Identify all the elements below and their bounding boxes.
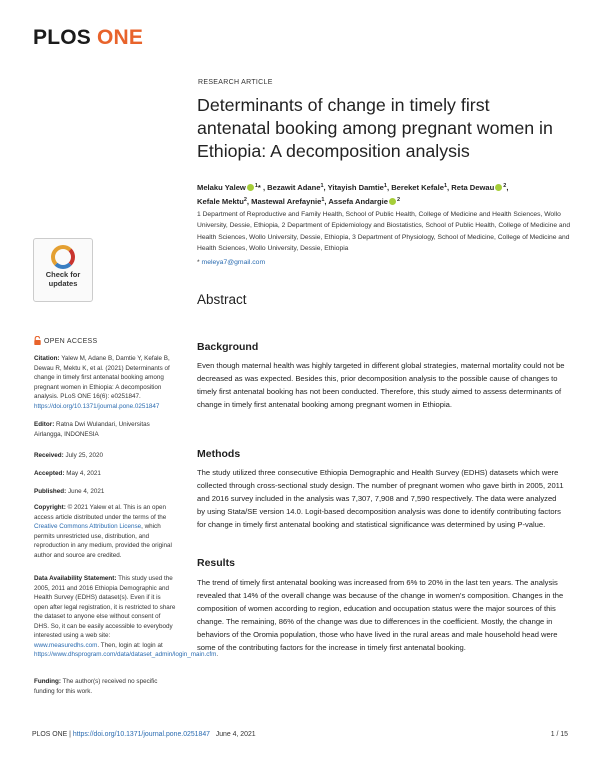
received-date: Received: July 25, 2020 xyxy=(34,452,103,459)
journal-logo: PLOS ONE xyxy=(33,26,144,49)
footer-doi-link[interactable]: https://doi.org/10.1371/journal.pone.0251847 xyxy=(72,731,211,738)
methods-heading: Methods xyxy=(197,448,241,460)
copyright: Copyright: © 2021 Yalew et al. This is an open access article distributed under the terms of the Creative Commons Attribution License, which permits unrestricted use, distribution, and reproduction in any medium, provided the original author and source are credited. xyxy=(34,504,172,559)
article-title: Determinants of change in timely first antenatal booking among pregnant women in Ethiopia: A decomposition analysis xyxy=(197,95,553,161)
dhs-login-link[interactable]: https://www.dhsprogram.com/data/dataset_admin/login_main.cfm xyxy=(34,651,217,658)
data-availability: Data Availability Statement: This study used the 2005, 2011 and 2016 Ethiopia Demographic and Health Survey (EDHS) dataset(s). Even if it is open after legal registration, it is restricted to share the dataset to anyone else without consent of DHS. So, it can be easily accessible to everybody interested using a web site: www.measuredhs.com. Then, login at: login at https://www.dhsprogram.com/data/dataset_admin/login_main.cfm. xyxy=(34,575,219,658)
citation: Citation: Yalew M, Adane B, Damtie Y, Kefale B, Dewau R, Mektu K, et al. (2021) Determinants of change in timely first antenatal booking among pregnant women in Ethiopia: A decomposition analysis. PLoS ONE 16(6): e0251847. https://doi.org/10.1371/journal.pone.0251847 xyxy=(34,355,170,410)
author-list: Melaku Yalew $^1$* , Bezawit Adane$^1$, Yitayish Damtie$^1$, Bereket Kefale$^1$, Reta Dewau $^2$, Kefale Mektu$^2$, Mastewal Arefaynie$^1$, Assefa Andargie $^2$ xyxy=(197,183,509,206)
accepted-date: Accepted: May 4, 2021 xyxy=(34,470,101,477)
corresponding-email[interactable]: * meleya7@gmail.com xyxy=(197,259,266,266)
dhs-website-link[interactable]: www.measuredhs.com xyxy=(34,641,98,649)
footer-date: June 4, 2021 xyxy=(215,731,256,738)
orcid-icon[interactable] xyxy=(247,184,254,191)
cc-license-link[interactable]: Creative Commons Attribution License xyxy=(34,523,142,530)
footer-journal: PLOS ONE xyxy=(32,731,68,738)
background-heading: Background xyxy=(197,341,259,353)
open-access-label: OPEN ACCESS xyxy=(34,336,97,345)
methods-text: The study utilized three consecutive Ethiopia Demographic and Health Survey (EDHS) datasets which were collected through cross-sectional study design. The number of pregnant women who gave birth in 2005, 2011 and 2016 survey included in the analysis was 7,307, 7,908 and 7,590 respectively. The data were analyzed by using Stata/SE version 14.0. Logit-based decomposition analysis was done to identify contributing factors for change in timely first antenatal booking and statistical significance was determined by using P-value. xyxy=(197,468,564,529)
results-heading: Results xyxy=(197,557,235,569)
abstract-heading: Abstract xyxy=(197,292,247,307)
article-type: RESEARCH ARTICLE xyxy=(198,79,273,86)
affiliations: 1 Department of Reproductive and Family Health, School of Public Health, College of Medicine and Health Sciences, Wollo University, Dessie, Ethiopia, 2 Department of Epidemiology and Biostatistics, School of Public Health, College of Medicine and Health Sciences, Wollo University, Dessie, Ethiopia, 3 Department of Physiology, School of Medicine, College of Medicine and Health Sciences, Wollo University, Dessie, Ethiopia xyxy=(197,211,571,252)
orcid-icon[interactable] xyxy=(389,198,396,205)
funding: Funding: The author(s) received no specific funding for this work. xyxy=(34,678,158,695)
orcid-icon[interactable] xyxy=(495,184,502,191)
citation-doi-link[interactable]: https://doi.org/10.1371/journal.pone.0251847 xyxy=(34,402,160,410)
background-text: Even though maternal health was highly targeted in different global strategies, maternal mortality could not be decreased as was expected. Besides this, prior decomposition analysis to the possible cause of changes to timely first antenatal booking has not been conducted. Therefore, this study aimed to assess determinants of change in timely first antenatal booking among pregnant women in Ethiopia. xyxy=(197,361,565,409)
editor: Editor: Ratna Dwi Wulandari, Universitas Airlangga, INDONESIA xyxy=(34,421,150,438)
published-date: Published: June 4, 2021 xyxy=(34,488,105,495)
results-text: The trend of timely first antenatal booking was increased from 6% to 20% in the last ten years. The analysis revealed that 14% of the overall change was because of the change in women's composition. Changes in the composition of women according to region, education and occupation status were the major sources of this change. The remaining, 86% of the change was due to differences in the coefficient. Mostly, the change in behaviors of the Oromia population, those who have lived in the rural areas and male household head were some of the contributing factors for the increase in timely first antenatal booking. xyxy=(197,578,564,652)
check-for-updates-badge[interactable]: Check for updates xyxy=(33,238,93,302)
check-updates-icon xyxy=(51,245,75,269)
open-lock-icon xyxy=(34,336,41,345)
page-footer: PLOS ONE | https://doi.org/10.1371/journal.pone.0251847 June 4, 2021 1 / 15 xyxy=(32,731,568,738)
page-number: 1 / 15 xyxy=(550,731,568,738)
